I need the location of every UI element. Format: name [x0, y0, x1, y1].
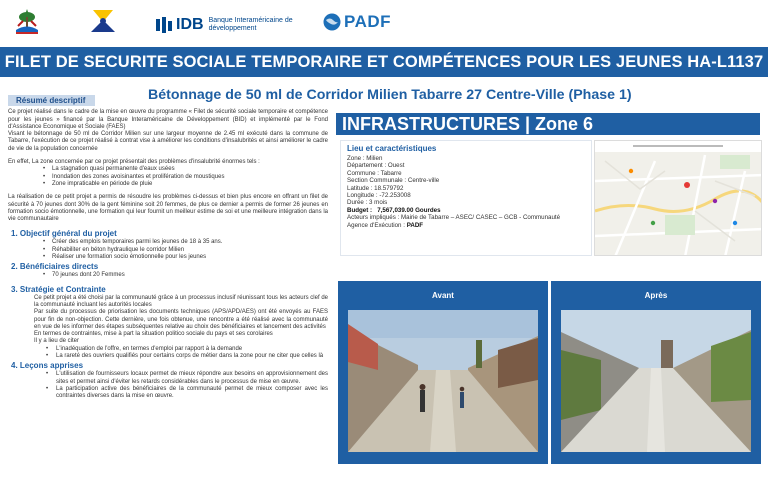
- idb-mark-icon: [155, 16, 173, 34]
- intro-paragraph-2: Visant le bétonnage de 50 ml de Corridor Milien sur une largeur moyenne de 2.45 ml exécuté dans la commune de Tabarre, l'exécution de ce projet réalisé à contrat vise à améliorer les conditions d'insalubrités et ainsi améliorer le cadre de vie de la population concernée: [8, 131, 328, 152]
- idb-logo: [155, 12, 309, 38]
- logo-bar: [0, 0, 768, 46]
- duree-field: Durée : 3 mois: [347, 199, 388, 207]
- page-title: FILET DE SECURITE SOCIALE TEMPORAIRE ET COMPÉTENCES POUR LES JEUNES HA-L1137: [4, 52, 764, 71]
- padf-word: PADF: [344, 12, 392, 31]
- summary-badge: Résumé descriptif: [8, 95, 95, 106]
- location-map: [594, 140, 762, 256]
- list-item: • L'inadéquation de l'offre, en termes d'emploi par rapport à la demande: [8, 346, 328, 353]
- commune-field: Commune : Tabarre: [347, 169, 402, 177]
- after-photo-panel: [551, 281, 761, 464]
- before-photo: [348, 310, 538, 452]
- globe-icon: [322, 12, 342, 32]
- project-subtitle: Bétonnage de 50 ml de Corridor Milien Tabarre 27 Centre-Ville (Phase 1): [148, 87, 632, 103]
- list-item: • Zone impraticable en période de pluie: [8, 181, 328, 188]
- constraints-list: [8, 346, 328, 361]
- before-photo-panel: [338, 281, 548, 464]
- strategie-paragraph-2: Par suite du processus de priorisation les documents techniques (APS/APD/AES) ont été envoyés au FAES pour fin de non-objection. Cette dernière, une fois obtenue, une rencontre a été réalisé avec la communauté en vue de les informer des étapes subséquentes relative au choix des bénéficiaires et lancement des activités: [34, 309, 328, 330]
- list-item: • 70 jeunes dont 20 Femmes: [8, 272, 328, 279]
- longitude-field: Longitude : -72.253008: [347, 192, 411, 200]
- budget-field: [347, 207, 585, 214]
- before-label: Avant: [432, 291, 454, 300]
- lessons-heading: 4. Leçons apprises: [11, 361, 84, 371]
- location-info-box: [340, 140, 592, 256]
- haiti-coat-of-arms-logo: [12, 6, 42, 36]
- title-bar: [0, 47, 768, 77]
- beneficiaires-list: [8, 272, 328, 279]
- strategie-paragraph-4: Il y a lieu de citer: [34, 338, 80, 345]
- budget-value: 7,567,039.00 Gourdes: [377, 206, 441, 214]
- agence-label: Agence d'Exécution :: [347, 221, 405, 229]
- beneficiaires-heading: 2. Bénéficiaires directs: [11, 262, 99, 272]
- strategie-heading: 3. Stratégie et Contrainte: [11, 284, 106, 294]
- info-box-title: Lieu et caractéristiques: [347, 144, 437, 153]
- objectif-heading: 1. Objectif général du projet: [11, 229, 117, 239]
- map-image: [595, 141, 762, 256]
- infrastructures-banner: INFRASTRUCTURES | Zone 6: [336, 113, 760, 135]
- idb-word: IDB: [176, 16, 204, 33]
- idb-subtitle: Banque Interaméricaine de développement: [208, 17, 293, 32]
- agence-field: [347, 222, 585, 229]
- acteurs-field: Acteurs impliqués : Mairie de Tabarre – ASEC/ CASEC – GCB - Communauté: [347, 214, 561, 222]
- budget-label: Budget :: [347, 206, 373, 214]
- latitude-field: Latitude : 18.579792: [347, 184, 404, 192]
- list-item: • Réaliser une formation socio émotionnelle pour les jeunes: [8, 254, 328, 261]
- problems-list: [8, 166, 328, 188]
- faes-logo: [88, 6, 118, 36]
- list-item: • Réhabiliter en béton hydraulique le corridor Milien: [8, 247, 328, 254]
- departement-field: Département : Ouest: [347, 162, 405, 170]
- after-photo: [561, 310, 751, 452]
- agence-value: PADF: [406, 221, 424, 229]
- list-item: • Inondation des zones avoisinantes et prolifération de moustiques: [8, 174, 328, 181]
- section-field: Section Communale : Centre-ville: [347, 177, 440, 185]
- lessons-list: [8, 371, 328, 400]
- list-item: • La participation active des bénéficiaires de la communauté permet de mieux composer avec les contraintes diverses dans la mise en œuvre.: [8, 386, 328, 401]
- objectif-list: [8, 239, 328, 261]
- after-label: Après: [644, 291, 668, 300]
- intro-paragraph: Ce projet réalisé dans le cadre de la mise en œuvre du programme « Filet de sécurité sociale temporaire et compétence pour les jeunes » financé par la Banque Interaméricaine de Développement (BID) et implémenté par le Fond d'Assistance Economique et Sociale (FAES): [8, 109, 328, 130]
- outcome-paragraph: La réalisation de ce petit projet a permis de résoudre les problèmes ci-dessus et bien plus encore en offrant un filet de sécurité à 70 jeunes dont 30% de la gent féminine soit 20 femmes, de plus ce dernier a permis de former 26 jeunes en formation socio émotionnelle, une formation qui leur fournit un meilleur estime de soi et une meilleure intégration dans la vie communautaire: [8, 194, 328, 223]
- strategie-paragraph-3: En termes de contraintes, mise à part la situation politico sociale du pays et ses corolaires: [34, 331, 273, 338]
- list-item: • L'utilisation de fournisseurs locaux permet de mieux répondre aux besoins en approvisionnement des sites et permet ainsi d'éviter les retards considérables dans le processus de mise en œuvre.: [8, 371, 328, 386]
- summary-column: [8, 95, 328, 401]
- list-item: • La rareté des ouvriers qualifiés pour certains corps de métier dans la zone pour ne citer que celles là: [8, 353, 328, 360]
- list-item: • Créer des emplois temporaires parmi les jeunes de 18 à 35 ans.: [8, 239, 328, 246]
- problems-intro: En effet, La zone concernée par ce projet présentait des problèmes d'insalubrité énormes tels :: [8, 159, 260, 166]
- strategie-paragraph-1: Ce petit projet a été choisi par la communauté grâce à un processus inclusif réunissant tous les acteurs clef de la communauté incluant les autorités locales: [34, 294, 328, 308]
- zone-field: Zone : Milien: [347, 155, 383, 162]
- list-item: • La stagnation quasi permanente d'eaux usées: [8, 166, 328, 173]
- padf-logo: [322, 12, 391, 32]
